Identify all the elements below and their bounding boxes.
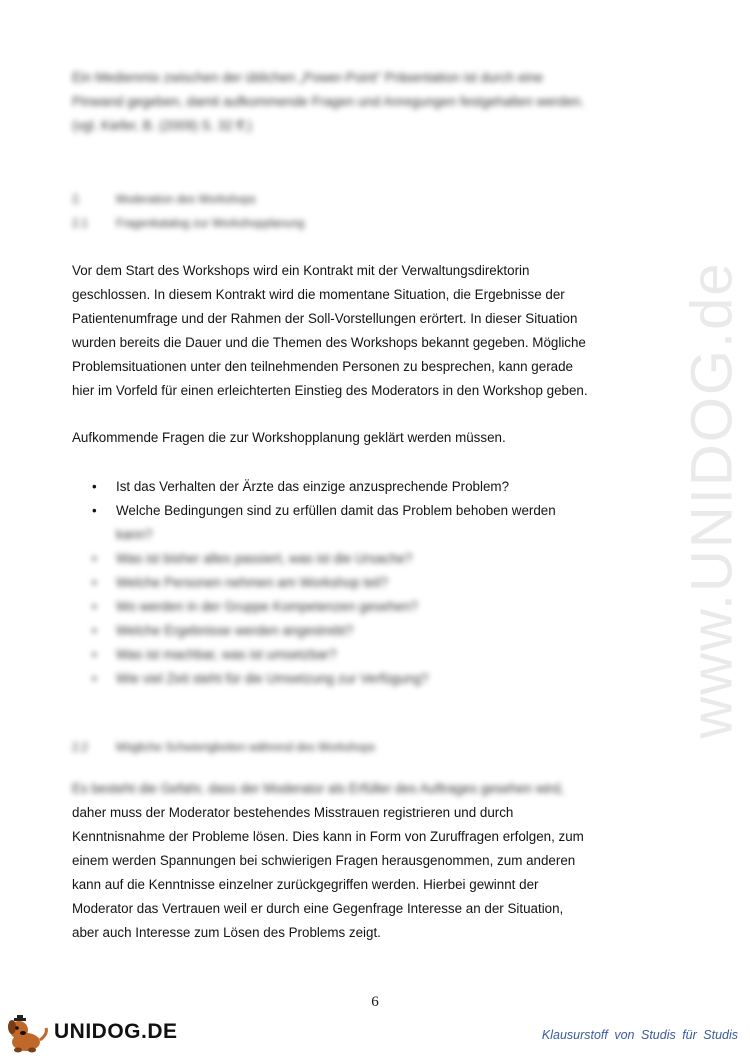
paragraph-fragen-intro (72, 426, 622, 450)
list-item-text: Was ist bisher alles passiert, was ist die Ursache? (116, 551, 413, 566)
list-item-text: Welche Personen nehmen am Workshop teil? (116, 575, 388, 590)
list-item-text: Was ist machbar, was ist umsetzbar? (116, 647, 337, 662)
list-item-continuation: kann? (116, 527, 153, 542)
text-line: Moderator das Vertrauen weil er durch eine Gegenfrage Interesse an der Situation, (72, 901, 564, 916)
section-title: Mögliche Schwierigkeiten während des Workshops (116, 742, 376, 754)
text-line: kann auf die Kenntnisse einzelner zurückgegriffen werden. Hierbei gewinnt der (72, 877, 539, 892)
text-line: geschlossen. In diesem Kontrakt wird die momentane Situation, die Ergebnisse der (72, 287, 565, 302)
text-line: hier im Vorfeld für einen erleichterten Einstieg des Moderators in den Workshop geben. (72, 383, 588, 398)
list-item-text: Ist das Verhalten der Ärzte das einzige anzusprechende Problem? (116, 479, 510, 494)
page-number: 6 (371, 994, 379, 1010)
dog-mascot-icon (4, 1014, 52, 1054)
text-line: Aufkommende Fragen die zur Workshopplanung geklärt werden müssen. (72, 430, 506, 445)
list-item (92, 547, 612, 571)
list-item (92, 571, 612, 595)
bullet-icon: • (92, 479, 97, 494)
section-title: Moderation des Workshops (116, 194, 256, 206)
text-line: daher muss der Moderator bestehendes Misstrauen registrieren und durch (72, 805, 514, 820)
bullet-icon: • (92, 671, 97, 686)
list-item-text: Welche Bedingungen sind zu erfüllen damit das Problem behoben werden (116, 503, 556, 518)
section-title: Fragenkatalog zur Workshopplanung (116, 218, 305, 230)
text-line: Es besteht die Gefahr, dass der Moderator als Erfüller des Auftrages gesehen wird, (72, 781, 565, 796)
section-number: 2.2 (72, 742, 88, 754)
bullet-icon: • (92, 623, 97, 638)
bullet-icon: • (92, 599, 97, 614)
list-item (92, 643, 612, 667)
logo-text: UNIDOG.DE (54, 1020, 178, 1043)
intro-paragraph (72, 66, 622, 138)
text-line: Problemsituationen unter den teilnehmenden Personen zu besprechen, kann gerade (72, 359, 574, 374)
intro-line: Ein Medienmix zwischen der üblichen „Power-Point“ Präsentation ist durch eine (72, 70, 544, 85)
section-number: 2.1 (72, 218, 88, 230)
intro-line: (vgl. Kiefer, B. (2009) S. 32 ff.) (72, 118, 252, 133)
text-line: aber auch Interesse zum Lösen des Problems zeigt. (72, 925, 381, 940)
intro-line: Pinwand gegeben, damit aufkommende Fragen und Anregungen festgehalten werden. (72, 94, 585, 109)
list-item (92, 499, 612, 547)
list-item (92, 619, 612, 643)
bullet-icon: • (92, 647, 97, 662)
paragraph-kontrakt (72, 259, 622, 403)
bullet-icon: • (92, 551, 97, 566)
list-item-text: Welche Ergebnisse werden angestrebt? (116, 623, 354, 638)
question-list (92, 475, 612, 691)
footer-tagline: Klausurstoff von Studis für Studis (541, 1028, 738, 1042)
bullet-icon: • (92, 503, 97, 518)
bullet-icon: • (92, 575, 97, 590)
list-item (92, 475, 612, 499)
watermark: www.UNIDOG.de (679, 261, 745, 739)
text-line: Patientenumfrage und der Rahmen der Soll-Vorstellungen erörtert. In dieser Situation (72, 311, 578, 326)
list-item (92, 667, 612, 691)
text-line: wurden bereits die Dauer und die Themen des Workshops bekannt gegeben. Mögliche (72, 335, 586, 350)
unidog-logo[interactable] (4, 1014, 178, 1054)
text-line: Vor dem Start des Workshops wird ein Kontrakt mit der Verwaltungsdirektorin (72, 263, 530, 278)
list-item-text: Wo werden in der Gruppe Kompetenzen gesehen? (116, 599, 418, 614)
section-number: 2. (72, 194, 82, 206)
text-line: einem werden Spannungen bei schwierigen Fragen herausgenommen, zum anderen (72, 853, 576, 868)
text-line: Kenntnisnahme der Probleme lösen. Dies kann in Form von Zuruffragen erfolgen, zum (72, 829, 584, 844)
list-item (92, 595, 612, 619)
list-item-text: Wie viel Zeit steht für die Umsetzung zur Verfügung? (116, 671, 429, 686)
paragraph-schwierigkeiten (72, 777, 622, 945)
